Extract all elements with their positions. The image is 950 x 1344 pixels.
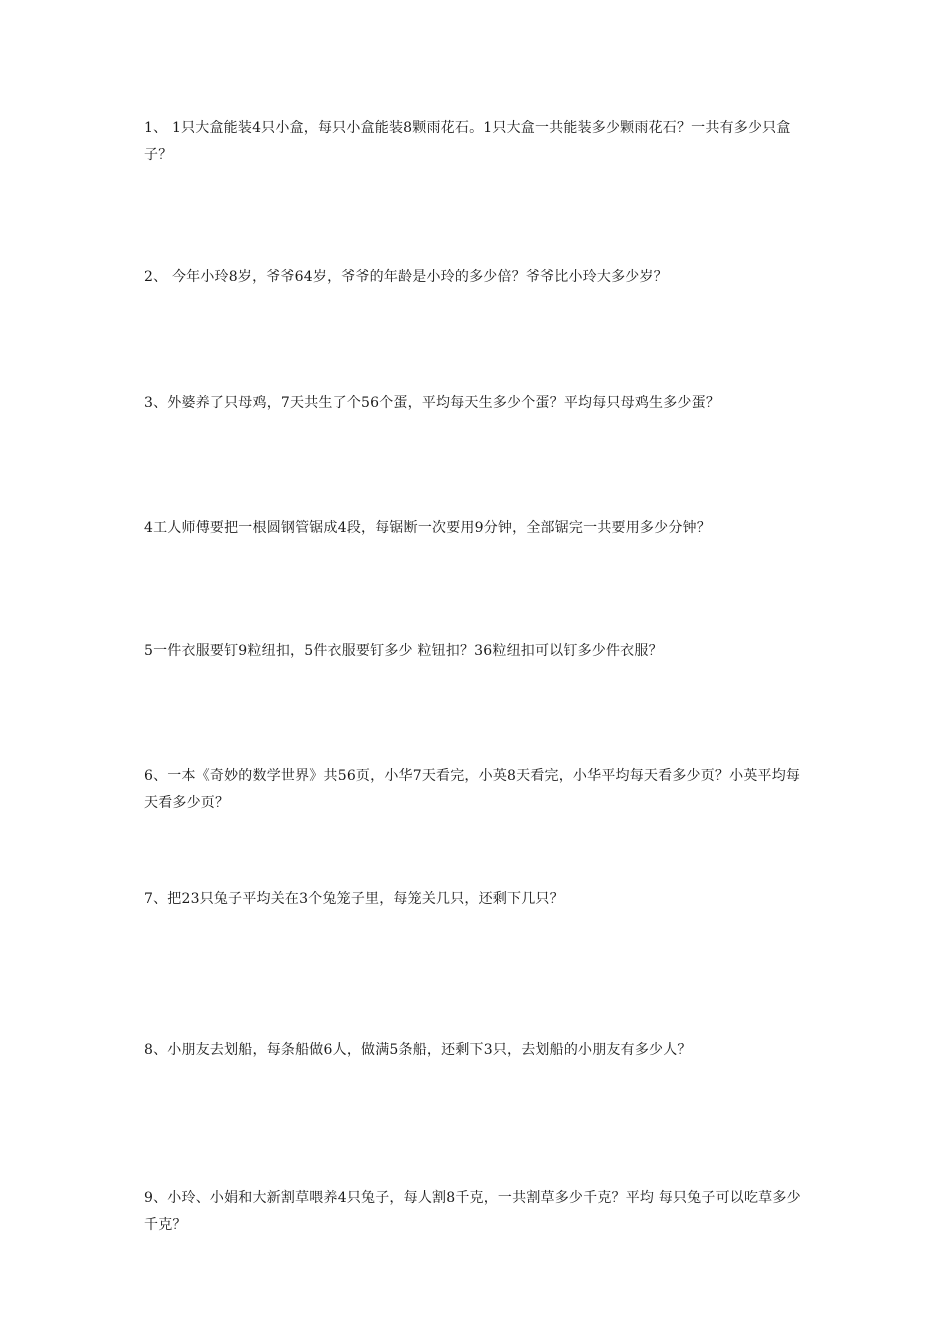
problem-8: 8、小朋友去划船，每条船做6人，做满5条船，还剩下3只，去划船的小朋友有多少人？ xyxy=(144,1042,692,1058)
problem-1: 1、 1只大盒能装4只小盒，每只小盒能装8颗雨花石。1只大盒一共能装多少颗雨花石？一共有多少只盒子？ xyxy=(144,120,791,163)
problem-7: 7、把23只兔子平均关在3个兔笼子里，每笼关几只，还剩下几只？ xyxy=(144,891,564,907)
problem-6: 6、一本《奇妙的数学世界》共56页，小华7天看完，小英8天看完，小华平均每天看多少页？小英平均每天看多少页？ xyxy=(144,768,801,811)
problem-4: 4工人师傅要把一根圆钢管锯成4段，每锯断一次要用9分钟，全部锯完一共要用多少分钟？ xyxy=(144,520,711,536)
problem-9: 9、小玲、小娟和大新割草喂养4只兔子，每人割8千克，一共割草多少千克？平均 每只兔子可以吃草多少千克？ xyxy=(144,1190,801,1233)
problem-2: 2、 今年小玲8岁，爷爷64岁，爷爷的年龄是小玲的多少倍？爷爷比小玲大多少岁？ xyxy=(144,269,668,285)
problem-5: 5一件衣服要钉9粒纽扣，5件衣服要钉多少 粒钮扣？36粒纽扣可以钉多少件衣服？ xyxy=(144,643,663,659)
problem-3: 3、外婆养了只母鸡，7天共生了个56个蛋，平均每天生多少个蛋？平均每只母鸡生多少蛋？ xyxy=(144,395,721,411)
